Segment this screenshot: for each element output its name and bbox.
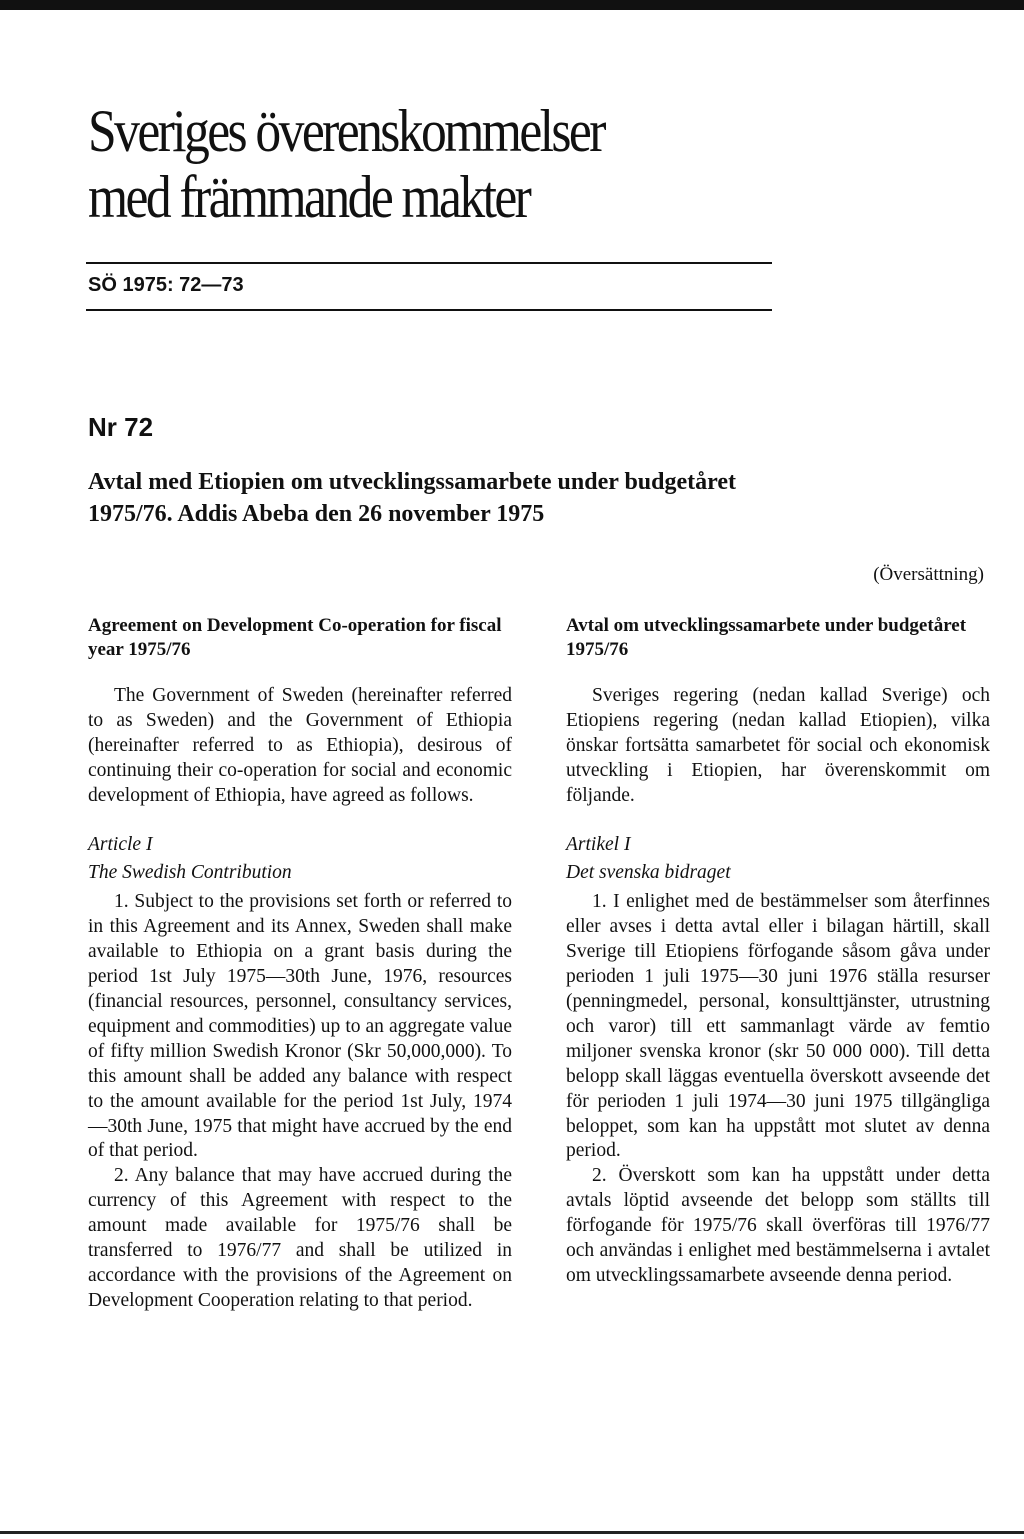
title-rule-lower [86,309,772,311]
swedish-paragraph-1: 1. I enlighet med de bestämmelser som återfinnes eller avses i detta avtal eller i bilagan härtill, skall Sverige till Etiopiens förfogande såsom gåva under perioden 1 juli 1975—30 juni 1976 ställa resurser (penningmedel, personal, konsulttjänster, utrustning och varor) till ett sammanlagt värde av femtio miljoner svenska kronor (skr 50 000 000). Till detta belopp skall läggas eventuella överskott avseende det för perioden 1 juli 1974—30 juni 1975 tillgängliga beloppet, som kan ha uppstått mot slutet av denna period. [566,891,990,1162]
swedish-article-label: Artikel I [566,833,631,855]
english-paragraph-2: 2. Any balance that may have accrued during the currency of this Agreement with respect to the amount made available for 1975/76 shall be transferred to 1976/77 and shall be utilized in accordance with the provisions of the Agreement on Development Cooperation relating to that period. [88,1165,512,1311]
top-rule [0,0,1024,10]
english-title: Agreement on Development Co-operation for fiscal year 1975/76 [88,615,502,660]
swedish-intro: Sveriges regering (nedan kallad Sverige) och Etiopiens regering (nedan kallad Etiopien), vilka önskar fortsätta samarbetet för social och ekonomisk utveckling i Etiopien, har överenskommit om följande. [566,685,990,806]
swedish-article-title: Det svenska bidraget [566,862,731,884]
title-line-1: Sveriges överenskommelser [88,98,604,164]
agreement-heading: Avtal med Etiopien om utvecklingssamarbete under budgetåret 1975/76. Addis Abeba den 26 november 1975 [88,469,736,527]
publication-title [88,98,724,230]
swedish-paragraph-2: 2. Överskott som kan ha uppstått under detta avtals löptid avseende det belopp som ställts till förfogande för 1975/76 skall överföras till 1976/77 och användas i enlighet med bestämmelserna i avtalet om utvecklingssamarbete avseende denna period. [566,1165,990,1286]
translation-note: (Översättning) [873,564,984,585]
bottom-rule [0,1531,1024,1534]
english-intro: The Government of Sweden (hereinafter referred to as Sweden) and the Government of Ethiopia (hereinafter referred to as Ethiopia), desirous of continuing their co-operation for social and economic development of Ethiopia, have agreed as follows. [88,685,512,806]
english-article-title: The Swedish Contribution [88,862,292,884]
series-reference: SÖ 1975: 72—73 [88,274,244,296]
english-paragraph-1: 1. Subject to the provisions set forth or referred to in this Agreement and its Annex, Sweden shall make available to Ethiopia on a grant basis during the period 1st July 1975—30th June, 1976, resources (financial resources, personnel, consultancy services, equipment and commodities) up to an aggregate value of fifty million Swedish Kronor (Skr 50,000,000). To this amount shall be added any balance with respect to the amount available for the period 1st July, 1974—30th June, 1975 that might have accrued by the end of that period. [88,891,512,1162]
title-line-2: med främmande makter [88,164,530,230]
blank-label-box [856,97,986,309]
english-article-label: Article I [88,833,153,855]
swedish-column [566,614,990,1289]
agreement-number: Nr 72 [88,412,154,442]
swedish-title: Avtal om utvecklingssamarbete under budgetåret 1975/76 [566,615,967,660]
title-rule-upper [86,262,772,264]
english-column [88,614,512,1314]
